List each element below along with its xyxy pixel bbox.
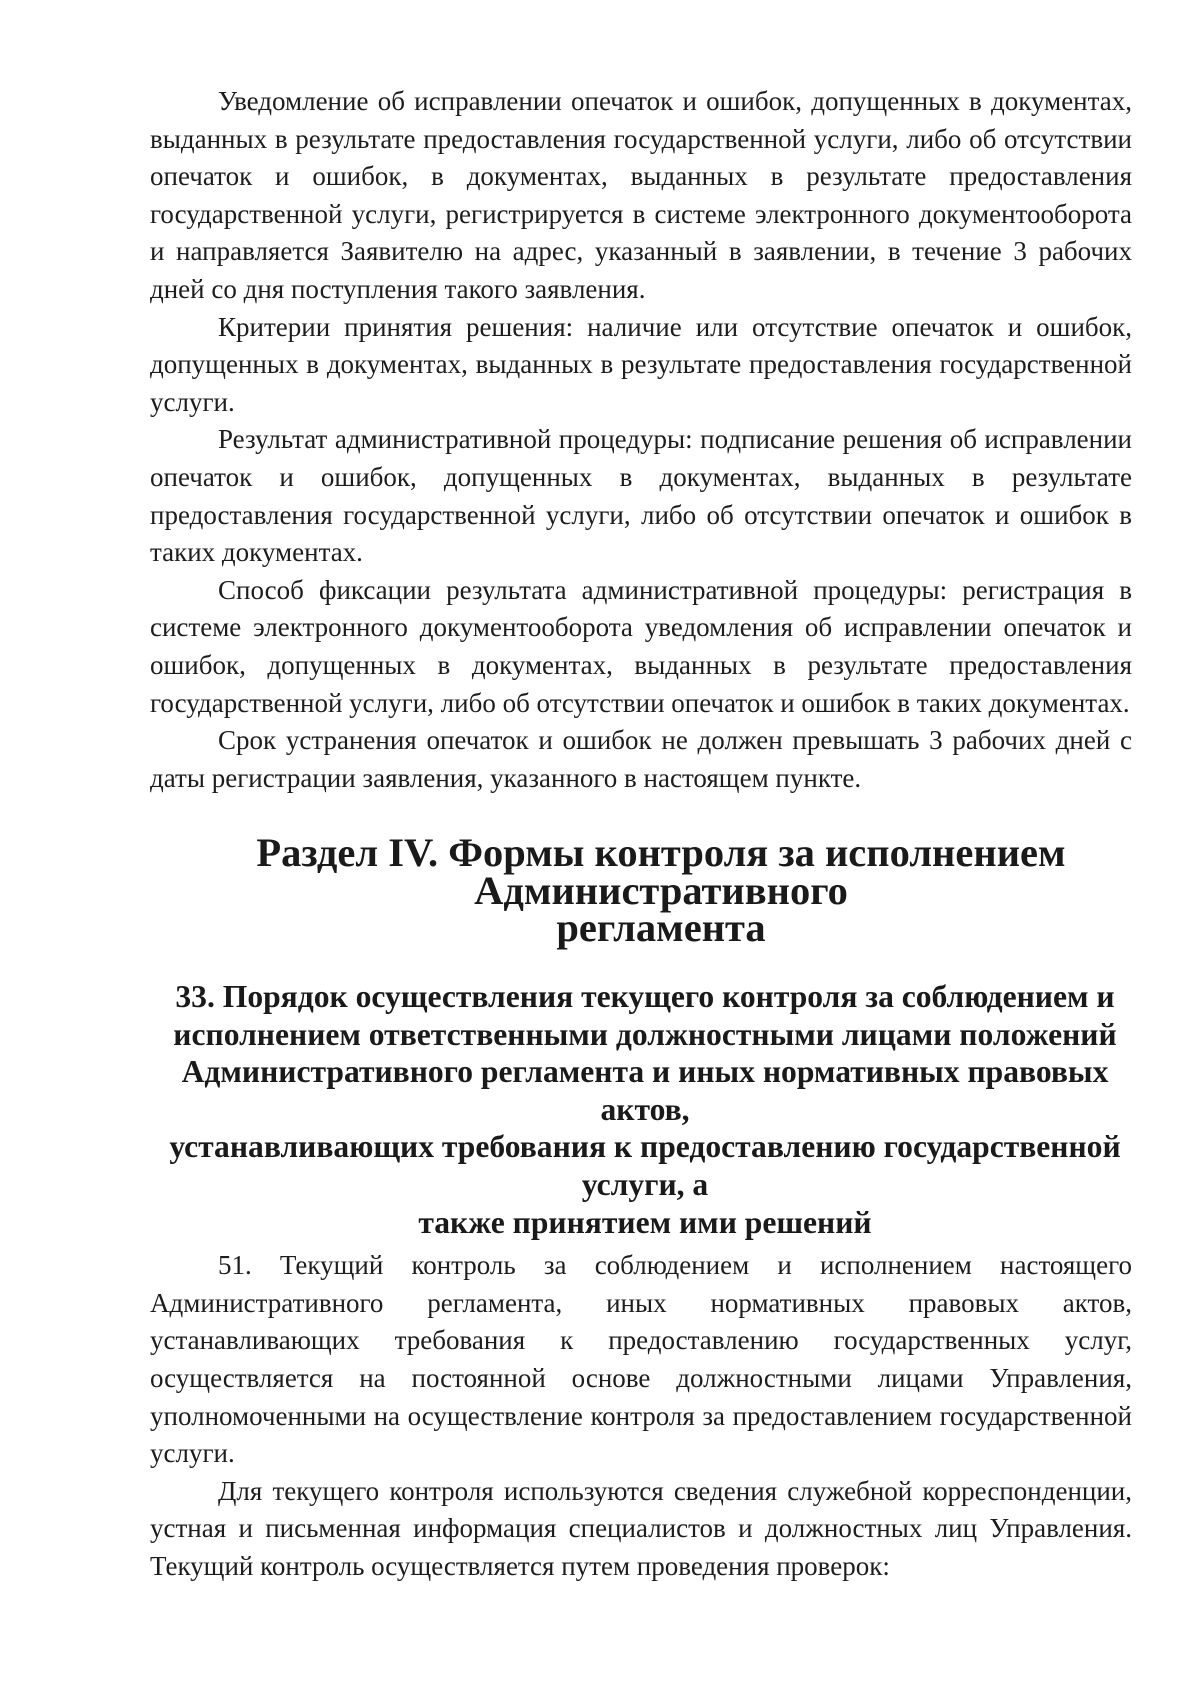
paragraph-procedure-result: Результат административной процедуры: подписание решения об исправлении опечаток и ошибок, допущенных в документах, выданных в результате предоставления государственной услуги, либо об отсутствии опечаток и ошибок в таких документах.: [150, 424, 1132, 568]
paragraph-control-sources: Для текущего контроля используются сведения служебной корреспонденции, устная и письменная информация специалистов и должностных лиц Управления. Текущий контроль осуществляется путем проведения проверок:: [150, 1475, 1132, 1581]
subsection-heading-line-5: также принятием ими решений: [418, 1204, 872, 1240]
section-heading: [150, 830, 1132, 951]
section-heading-line-1: Раздел IV. Формы контроля за исполнением Административного: [256, 830, 1066, 913]
subsection-heading-line-1: 33. Порядок осуществления текущего контроля за соблюдением и: [175, 979, 1115, 1015]
paragraph-correction-deadline: Срок устранения опечаток и ошибок не должен превышать 3 рабочих дней с даты регистрации заявления, указанного в настоящем пункте.: [150, 725, 1132, 793]
section-heading-line-2: регламента: [556, 905, 766, 951]
subsection-heading-line-4: устанавливающих требования к предоставлению государственной услуги, а: [169, 1129, 1121, 1203]
paragraph-fixation-method: Способ фиксации результата административной процедуры: регистрация в системе электронного документооборота уведомления об исправлении опечаток и ошибок, допущенных в документах, выданных в результате предоставления государственной услуги, либо об отсутствии опечаток и ошибок в таких документах.: [150, 574, 1132, 718]
document-body: [150, 83, 1132, 1586]
subsection-heading-line-2: исполнением ответственными должностными лицами положений: [173, 1016, 1117, 1052]
subsection-heading-line-3: Административного регламента и иных нормативных правовых актов,: [181, 1054, 1109, 1127]
paragraph-notification: Уведомление об исправлении опечаток и ошибок, допущенных в документах, выданных в результате предоставления государственной услуги, либо об отсутствии опечаток и ошибок, в документах, выданных в результате предоставления государственной услуги, регистрируется в системе электронного документооборота и направляется Заявителю на адрес, указанный в заявлении, в течение 3 рабочих дней со дня поступления такого заявления.: [150, 86, 1132, 304]
subsection-heading: [150, 978, 1132, 1241]
paragraph-current-control: 51. Текущий контроль за соблюдением и исполнением настоящего Административного регламента, иных нормативных правовых актов, устанавливающих требования к предоставлению государственных услуг, осуществляется на постоянной основе должностными лицами Управления, уполномоченными на осуществление контроля за предоставлением государственной услуги.: [150, 1250, 1132, 1469]
paragraph-decision-criteria: Критерии принятия решения: наличие или отсутствие опечаток и ошибок, допущенных в документах, выданных в результате предоставления государственной услуги.: [150, 311, 1132, 417]
